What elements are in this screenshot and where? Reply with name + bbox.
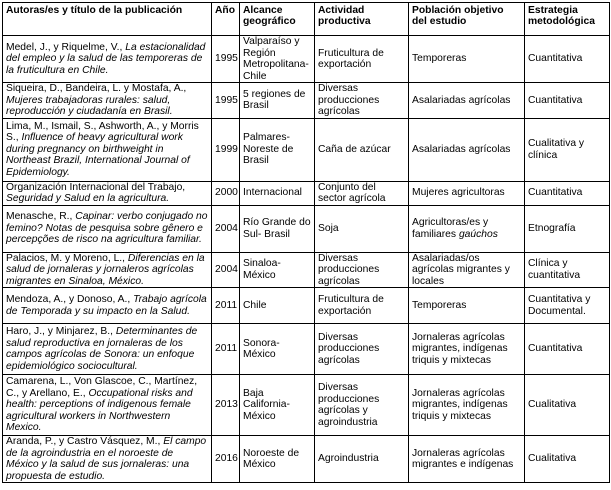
cell-activity: Diversas producciones agrícolas (315, 83, 409, 119)
cell-scope: Río Grande do Sul- Brasil (240, 205, 315, 252)
cell-method: Cualitativa (525, 436, 610, 483)
cell-population: Jornaleras agrícolas migrantes, indígenas triquis y mixtecas (409, 324, 525, 375)
title: Determinantes de salud reproductiva en jornaleras de los campos agrícolas de Sonora: un enfoque epidemiológico sociocultural. (6, 326, 198, 372)
title: Trabajo agrícola de Temporada y su impacto en la Salud. (6, 294, 207, 317)
cell-activity: Conjunto del sector agrícola (315, 181, 409, 205)
header-population: Población objetivo del estudio (409, 3, 525, 36)
header-activity: Actividad productiva (315, 3, 409, 36)
cell-activity: Diversas producciones agrícolas y agroindustria (315, 375, 409, 436)
authors: Menasche, R., (6, 211, 73, 223)
title: El campo de la agroindustria en el noroeste de México y la salud de sus jornaleras: una propuesta de estudio. (6, 436, 207, 482)
table-row (3, 436, 610, 483)
cell-year: 2011 (212, 288, 240, 324)
cell-scope: 5 regiones de Brasil (240, 83, 315, 119)
cell-activity: Soja (315, 205, 409, 252)
cell-publication (3, 288, 212, 324)
cell-publication (3, 375, 212, 436)
table-row (3, 252, 610, 288)
cell-publication (3, 36, 212, 83)
title: La estacionalidad del empleo y la salud de las temporeras de la fruticultura en Chile. (6, 41, 206, 76)
cell-population (409, 205, 525, 252)
cell-population: Jornaleras agrícolas migrantes, indígenas triquis y mixtecas (409, 375, 525, 436)
cell-activity: Caña de azúcar (315, 118, 409, 181)
title: Influence of heavy agricultural work during pregnancy on birthweight in Northeast Brazil, International Journal of Epidemiology. (6, 132, 190, 178)
cell-year: 2016 (212, 436, 240, 483)
cell-activity: Agroindustria (315, 436, 409, 483)
cell-method: Clínica y cuantitativa (525, 252, 610, 288)
cell-method: Cuantitativa (525, 36, 610, 83)
table-row (3, 205, 610, 252)
cell-year: 2011 (212, 324, 240, 375)
cell-publication (3, 252, 212, 288)
cell-scope: Sinaloa- México (240, 252, 315, 288)
authors: Organización Internacional del Trabajo, (6, 181, 186, 193)
table-row (3, 36, 610, 83)
authors: Camarena, L., Von Glascoe, C., Martínez, C., y Arellano, E., (6, 376, 198, 399)
cell-population: Mujeres agricultoras (409, 181, 525, 205)
cell-publication (3, 205, 212, 252)
title: Mujeres trabajadoras rurales: salud, reproducción y ciudadanía en Brasil. (6, 94, 173, 117)
cell-year: 2004 (212, 252, 240, 288)
cell-method: Cuantitativa y Documental. (525, 288, 610, 324)
authors: Lima, M., Ismail, S., Ashworth, A., y Morris S., (6, 120, 199, 144)
cell-method: Cualitativa (525, 375, 610, 436)
cell-scope: Sonora-México (240, 324, 315, 375)
table-row (3, 288, 610, 324)
cell-population: Jornaleras agrícolas migrantes e indígenas (409, 436, 525, 483)
cell-publication (3, 324, 212, 375)
cell-activity: Fruticultura de exportación (315, 288, 409, 324)
cell-method: Cuantitativa (525, 83, 610, 119)
cell-population: Temporeras (409, 36, 525, 83)
table-row (3, 83, 610, 119)
cell-scope: Chile (240, 288, 315, 324)
cell-population: Temporeras (409, 288, 525, 324)
cell-scope: Valparaíso y Región Metropolitana- Chile (240, 36, 315, 83)
title: Occupational risks and health: perceptions of indigenous female agricultural workers in Northwestern Mexico. (6, 387, 193, 434)
cell-scope: Baja California- México (240, 375, 315, 436)
cell-method: Etnografía (525, 205, 610, 252)
cell-publication (3, 83, 212, 119)
cell-activity: Diversas producciones agrícolas (315, 252, 409, 288)
header-method: Estrategia metodológica (525, 3, 610, 36)
cell-method: Cuantitativa (525, 324, 610, 375)
title: Capinar: verbo conjugado no femino? Notas de pesquisa sobre gênero e percepções de risco na agricultura familiar. (6, 211, 208, 246)
cell-publication (3, 436, 212, 483)
header-authors: Autoras/es y título de la publicación (3, 3, 212, 36)
cell-method: Cualitativa y clínica (525, 118, 610, 181)
table-row (3, 181, 610, 205)
title: Diferencias en la salud de jornaleras y jornaleros agrícolas migrantes en Sinaloa, México. (6, 252, 205, 287)
table-row (3, 324, 610, 375)
population-text: Agricultoras/es y familiares (412, 217, 489, 240)
authors: Haro, J., y Minjarez, B., (6, 326, 114, 337)
authors: Siqueira, D., Bandeira, L. y Mostafa, A., (6, 83, 187, 94)
cell-year: 2000 (212, 181, 240, 205)
cell-population: Asalariadas agrícolas (409, 118, 525, 181)
population-italic: gaúchos (458, 228, 498, 240)
cell-activity: Fruticultura de exportación (315, 36, 409, 83)
title: Seguridad y Salud en la agricultura. (6, 193, 170, 204)
authors: Palacios, M. y Moreno, L., (6, 252, 126, 264)
authors: Aranda, P., y Castro Vásquez, M., (6, 436, 161, 447)
table-row (3, 375, 610, 436)
cell-year: 1995 (212, 83, 240, 119)
cell-publication (3, 118, 212, 181)
cell-scope: Noroeste de México (240, 436, 315, 483)
cell-scope: Palmares- Noreste de Brasil (240, 118, 315, 181)
cell-year: 1999 (212, 118, 240, 181)
cell-population: Asalariadas/os agrícolas migrantes y locales (409, 252, 525, 288)
authors: Mendoza, A., y Donoso, A., (6, 294, 131, 305)
cell-scope: Internacional (240, 181, 315, 205)
cell-method: Cuantitativa (525, 181, 610, 205)
authors: Medel, J., y Riquelme, V., (6, 41, 123, 53)
cell-activity: Diversas producciones agrícolas (315, 324, 409, 375)
publications-table (2, 2, 610, 483)
cell-year: 2013 (212, 375, 240, 436)
header-year: Año (212, 3, 240, 36)
cell-population: Asalariadas agrícolas (409, 83, 525, 119)
table-row (3, 118, 610, 181)
header-row (3, 3, 610, 36)
cell-year: 1995 (212, 36, 240, 83)
header-scope: Alcance geográfico (240, 3, 315, 36)
cell-publication (3, 181, 212, 205)
cell-year: 2004 (212, 205, 240, 252)
